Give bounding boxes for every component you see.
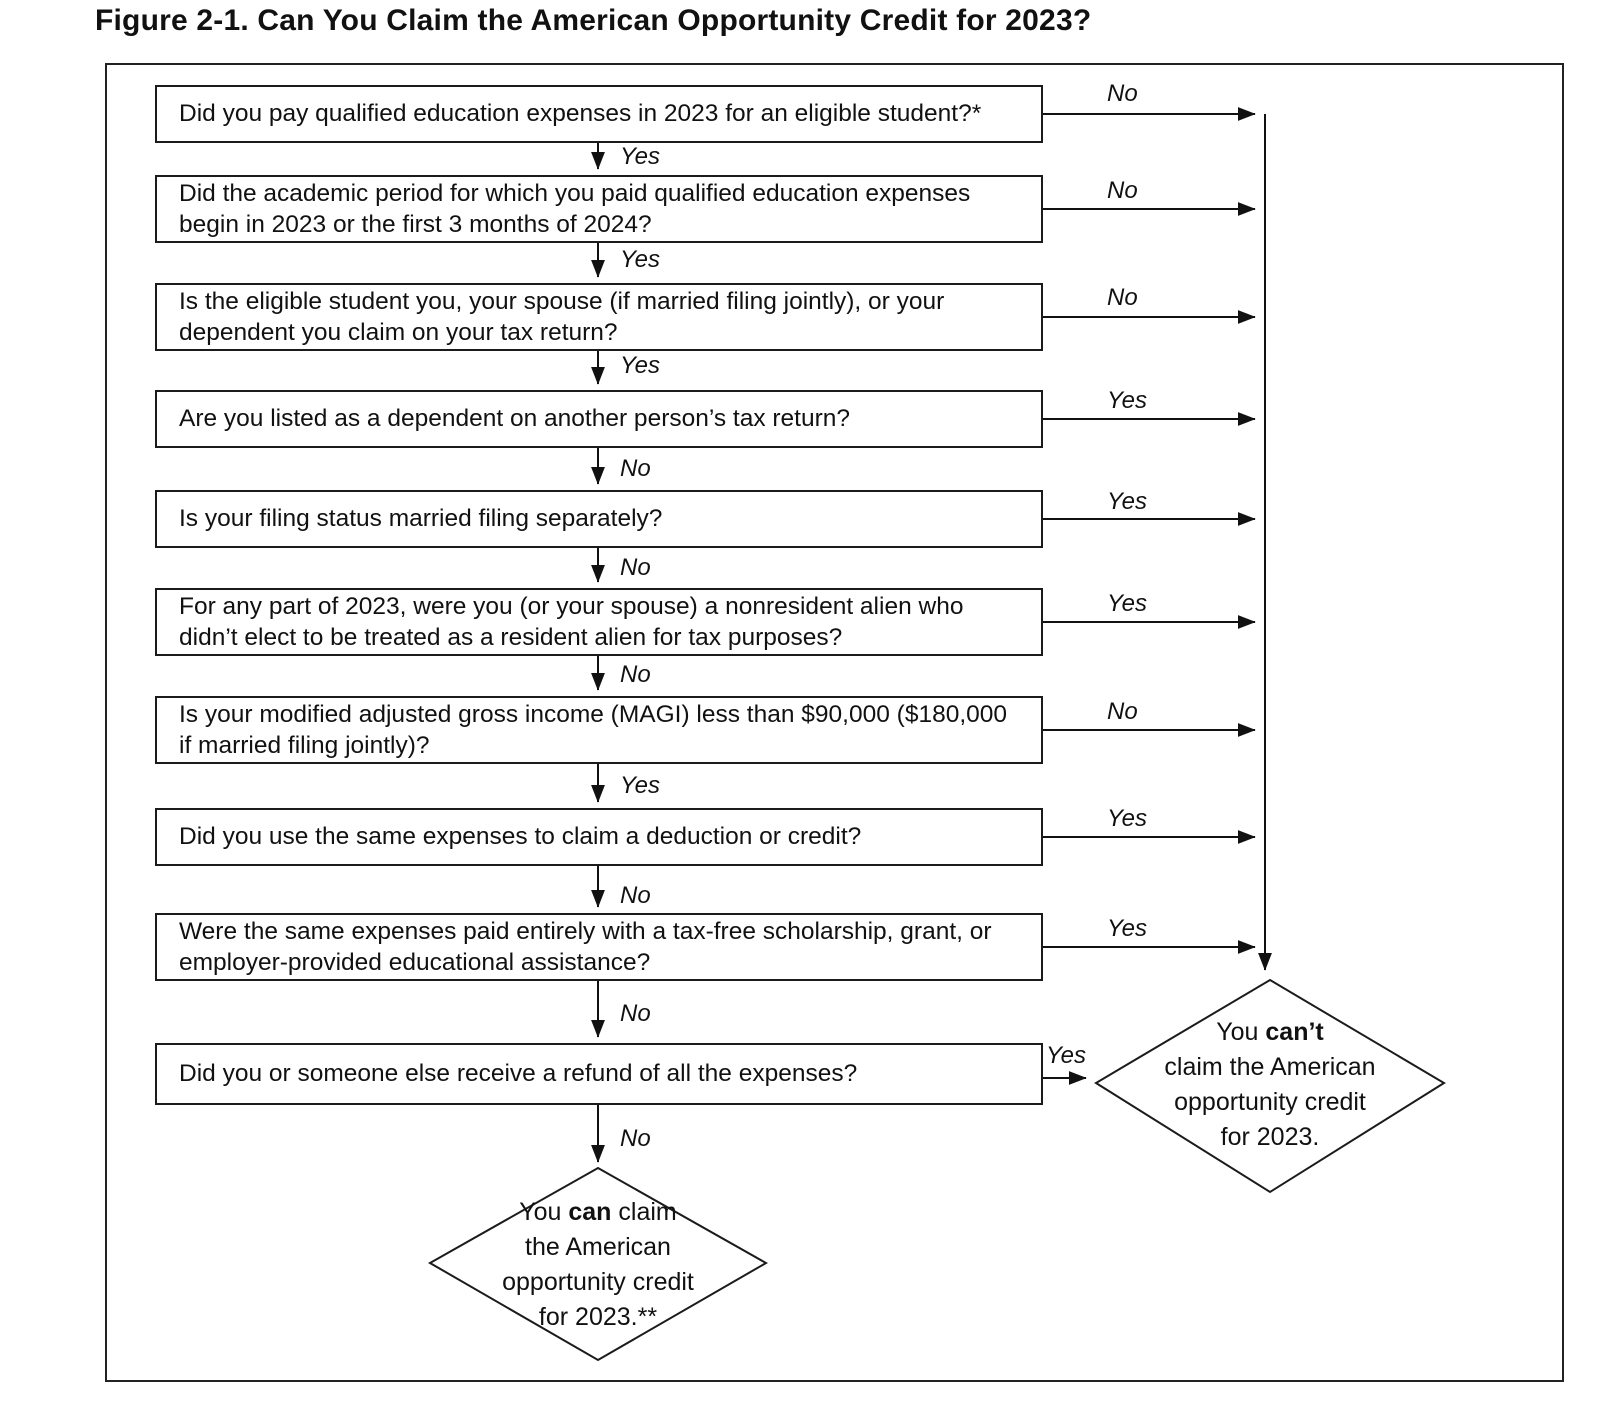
question-box-9 — [155, 913, 1043, 981]
outcome-line: for 2023.** — [538, 1303, 658, 1331]
question-text: Did you or someone else receive a refund of all the expenses? — [179, 1060, 858, 1088]
side-label-q3: No — [1107, 284, 1138, 311]
down-label-q1: Yes — [620, 143, 661, 170]
question-text: Is your filing status married filing separately? — [179, 505, 663, 533]
question-box-3 — [155, 283, 1043, 351]
outcome-line: opportunity credit — [1174, 1088, 1366, 1116]
down-label-q2: Yes — [620, 246, 661, 273]
side-label-q5: Yes — [1107, 488, 1148, 515]
outcome-line: for 2023. — [1220, 1123, 1320, 1151]
outcome-can-claim — [448, 1195, 748, 1335]
question-box-4 — [155, 390, 1043, 448]
down-label-q6: No — [620, 661, 651, 688]
down-label-q9: No — [620, 1000, 651, 1027]
question-text: Were the same expenses paid entirely with a tax-free scholarship, grant, or employer-provided educational assistance? — [179, 917, 992, 976]
outcome-line: opportunity credit — [502, 1268, 694, 1296]
down-label-q10: No — [620, 1125, 651, 1152]
question-box-6 — [155, 588, 1043, 656]
outcome-cannot-claim — [1120, 1015, 1420, 1155]
question-box-10 — [155, 1043, 1043, 1105]
side-label-q7: No — [1107, 698, 1138, 725]
down-label-q5: No — [620, 554, 651, 581]
question-text: Did you use the same expenses to claim a deduction or credit? — [179, 823, 862, 851]
question-text: Is your modified adjusted gross income (MAGI) less than $90,000 ($180,000 if married filing jointly)? — [179, 700, 1007, 759]
side-label-q2: No — [1107, 177, 1138, 204]
figure-title: Figure 2-1. Can You Claim the American Opportunity Credit for 2023? — [95, 4, 1092, 37]
side-label-q9: Yes — [1107, 915, 1148, 942]
outcome-line: You can claim — [519, 1198, 677, 1226]
question-box-7 — [155, 696, 1043, 764]
question-box-8 — [155, 808, 1043, 866]
side-label-q8: Yes — [1107, 805, 1148, 832]
outcome-line: the American — [525, 1233, 671, 1261]
question-box-5 — [155, 490, 1043, 548]
outcome-line: claim the American — [1164, 1053, 1376, 1081]
down-label-q8: No — [620, 882, 651, 909]
question-text: Is the eligible student you, your spouse (if married filing jointly), or your dependent you claim on your tax return? — [179, 287, 945, 346]
side-label-q1: No — [1107, 80, 1138, 107]
question-box-1 — [155, 85, 1043, 143]
down-label-q3: Yes — [620, 352, 661, 379]
side-label-q6: Yes — [1107, 590, 1148, 617]
question-text: For any part of 2023, were you (or your spouse) a nonresident alien who didn’t elect to be treated as a resident alien for tax purposes? — [179, 592, 964, 651]
question-box-2 — [155, 175, 1043, 243]
side-label-q10: Yes — [1046, 1042, 1087, 1069]
question-text: Did you pay qualified education expenses in 2023 for an eligible student?* — [179, 100, 982, 128]
question-text: Are you listed as a dependent on another person’s tax return? — [179, 405, 851, 433]
down-label-q4: No — [620, 455, 651, 482]
down-label-q7: Yes — [620, 772, 661, 799]
question-text: Did the academic period for which you paid qualified education expenses begin in 2023 or the first 3 months of 2024? — [179, 179, 971, 238]
outcome-line: You can’t — [1216, 1018, 1324, 1046]
side-label-q4: Yes — [1107, 387, 1148, 414]
